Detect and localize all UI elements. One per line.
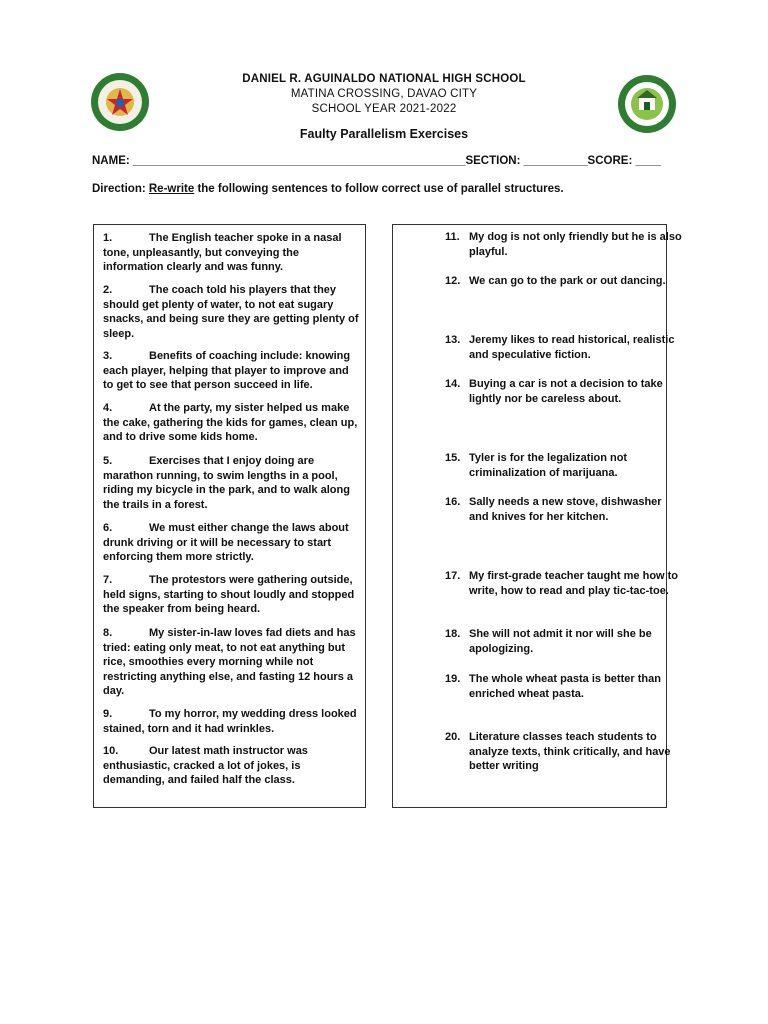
direction-line (92, 183, 692, 195)
list-item: 7. The protestors were gathering outside, held signs, starting to shout loudly and stopped the speaker from being heard. (103, 574, 355, 616)
list-item: 12. We can go to the park or out dancing. (445, 275, 666, 287)
list-item: 1. The English teacher spoke in a nasal tone, unpleasantly, but conveying the information clearly and was funny. (103, 232, 342, 274)
left-items-box (93, 224, 366, 808)
right-items-box (392, 224, 682, 808)
school-year: SCHOOL YEAR 2021-2022 (311, 103, 457, 115)
list-item: 17. My first-grade teacher taught me how to write, how to read and play tic-tac-toe. (445, 570, 679, 597)
list-item: 10. Our latest math instructor was enthusiastic, cracked a lot of jokes, is demanding, and failed half the class. (103, 745, 308, 787)
division-seal-icon (617, 74, 677, 134)
school-name: DANIEL R. AGUINALDO NATIONAL HIGH SCHOOL (242, 73, 526, 85)
direction-text: the following sentences to follow correct use of parallel structures. (197, 183, 564, 195)
list-item: 11. My dog is not only friendly but he is also playful. (445, 231, 682, 258)
list-item: 9. To my horror, my wedding dress looked stained, torn and it had wrinkles. (103, 708, 357, 735)
direction-underlined: Re-write (148, 183, 195, 195)
list-item: 4. At the party, my sister helped us make the cake, gathering the kids for games, clean up, and to drive some kids home. (103, 402, 358, 444)
school-header (170, 72, 598, 117)
school-seal-icon (90, 72, 150, 132)
list-item: 8. My sister-in-law loves fad diets and has tried: eating only meat, to not eat anything but rice, smoothies every morning while not restricting anything else, and fasting 12 hours a day. (103, 627, 356, 698)
list-item: 3. Benefits of coaching include: knowing each player, helping that player to improve and to get to see that person succeed in life. (103, 350, 351, 392)
list-item: 13. Jeremy likes to read historical, realistic and speculative fiction. (445, 334, 675, 361)
name-section-score-line: NAME: ____________________________________________________SECTION: __________SCORE: ____ (92, 155, 662, 167)
list-item: 20. Literature classes teach students to analyze texts, think critically, and have better writing (445, 731, 671, 773)
list-item: 14. Buying a car is not a decision to take lightly nor be careless about. (445, 378, 663, 405)
list-item: 6. We must either change the laws about drunk driving or it will be necessary to start enforcing them more strictly. (103, 522, 349, 564)
list-item: 5. Exercises that I enjoy doing are marathon running, to swim lengths in a pool, riding my bicycle in the park, and to walk along the trails in a forest. (103, 455, 350, 511)
direction-label: Direction: (92, 183, 146, 195)
list-item: 18. She will not admit it nor will she be apologizing. (445, 628, 652, 655)
worksheet-title: Faulty Parallelism Exercises (299, 127, 469, 141)
list-item: 15. Tyler is for the legalization not criminalization of marijuana. (445, 452, 628, 479)
list-item: 16. Sally needs a new stove, dishwasher and knives for her kitchen. (445, 496, 662, 523)
list-item: 2. The coach told his players that they should get plenty of water, to not eat sugary snacks, and being sure they are getting plenty of sleep. (103, 284, 359, 340)
school-address: MATINA CROSSING, DAVAO CITY (290, 88, 478, 100)
list-item: 19. The whole wheat pasta is better than enriched wheat pasta. (445, 673, 661, 700)
